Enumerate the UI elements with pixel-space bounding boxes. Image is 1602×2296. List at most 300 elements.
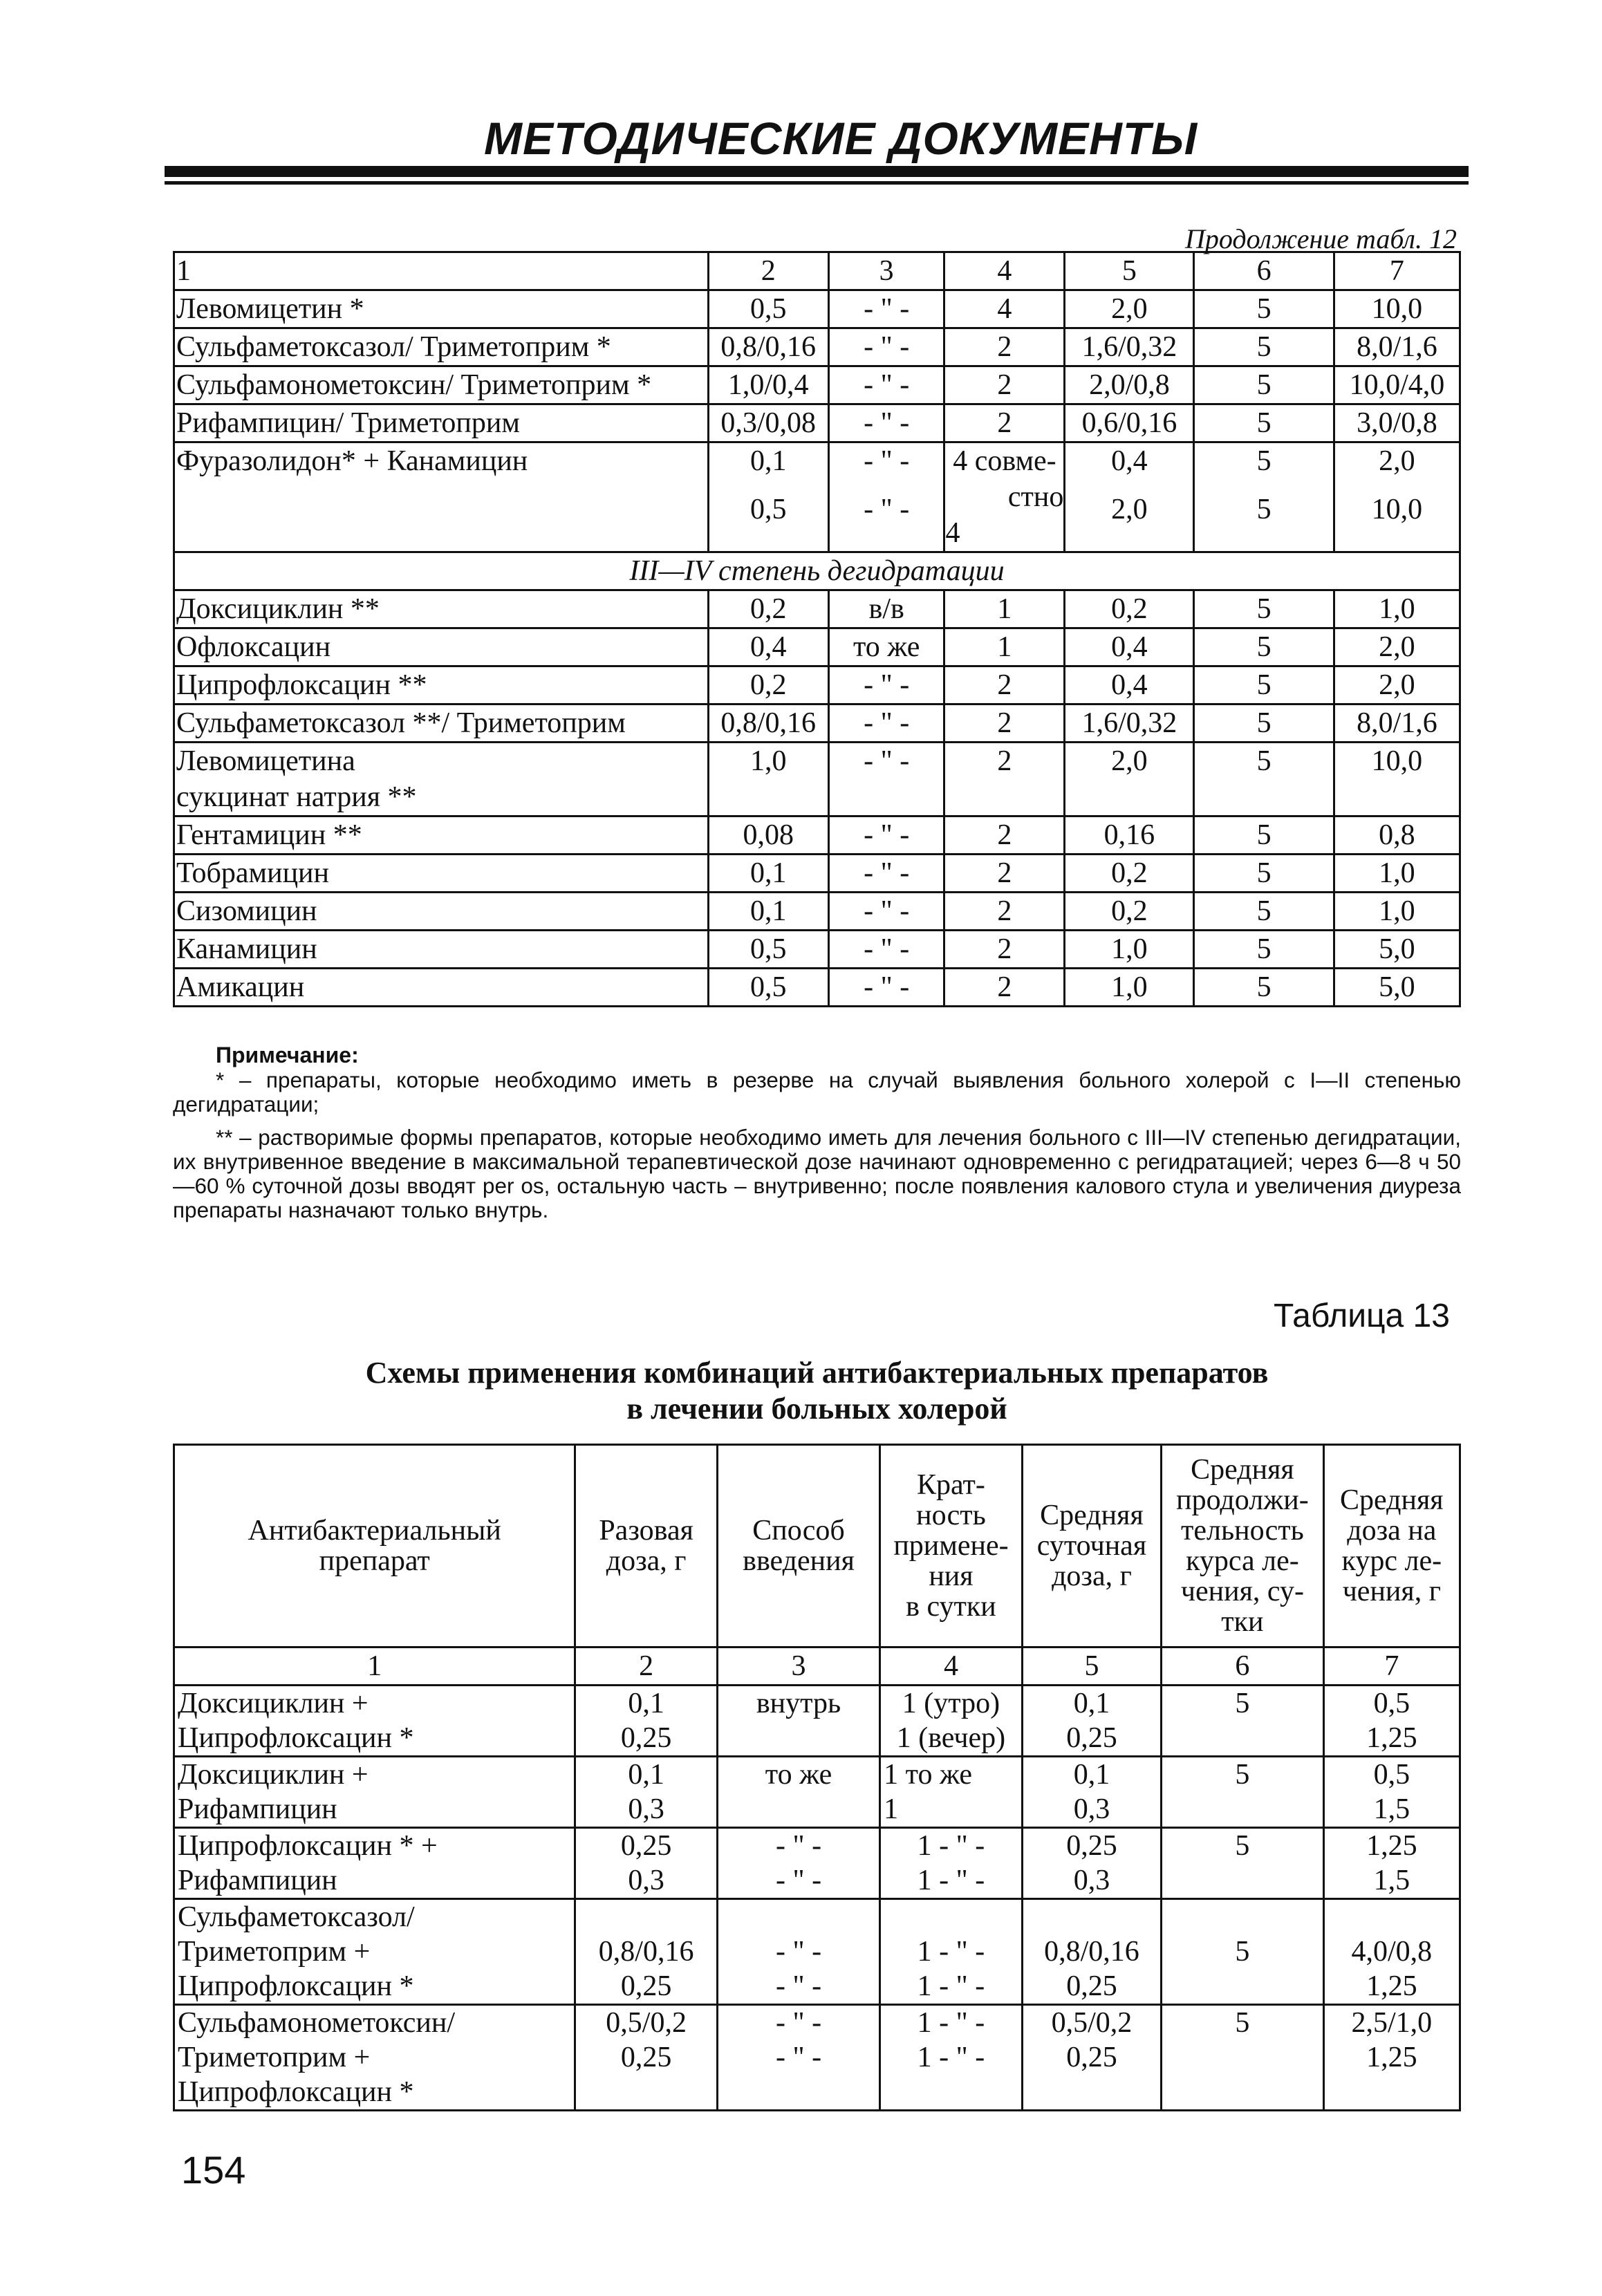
- cell-line: 0,3: [1073, 1865, 1110, 1896]
- table-cell: [944, 442, 1065, 552]
- table-cell: 5: [1194, 816, 1334, 855]
- column-header: [1162, 1445, 1323, 1648]
- table-cell: [1162, 1757, 1323, 1828]
- header-line: доза, г: [1052, 1560, 1132, 1592]
- cell-line: 1 - " -: [917, 2007, 985, 2039]
- cell-line: - " -: [775, 1830, 822, 1862]
- cell-line: 0,1: [628, 1759, 664, 1791]
- cell-line: 5: [1235, 1688, 1250, 1719]
- cell-line: 2,0: [1111, 494, 1148, 525]
- cell-line: 0,8/0,16: [598, 1936, 694, 1968]
- table-cell: - " -: [828, 666, 944, 704]
- table-cell: 0,1: [708, 893, 828, 931]
- header-line: Средняя: [1040, 1500, 1144, 1531]
- cell-line: 1 (вечер): [896, 1722, 1006, 1754]
- table-cell: [1323, 1899, 1460, 2005]
- table-cell: 5: [1194, 666, 1334, 704]
- table-cell: 0,2: [708, 666, 828, 704]
- cell-line: 5: [1235, 2007, 1250, 2039]
- table-row: [174, 816, 1460, 855]
- table13-number: Таблица 13: [1274, 1298, 1450, 1334]
- cell-line: 5: [1235, 1830, 1250, 1862]
- running-header: МЕТОДИЧЕСКИЕ ДОКУМЕНТЫ: [484, 113, 1198, 164]
- table-cell: 5,0: [1334, 969, 1460, 1007]
- table-cell: [880, 1757, 1023, 1828]
- cell-line: 4 совме-: [953, 445, 1056, 477]
- table-cell: [828, 442, 944, 552]
- cell-line: 1,25: [1366, 2042, 1417, 2073]
- table-cell: - " -: [828, 931, 944, 969]
- cell-line: Фуразолидон* + Канамицин: [176, 445, 528, 477]
- table-cell: 8,0/1,6: [1334, 704, 1460, 743]
- cell-line: 5: [1235, 1936, 1250, 1968]
- cell-line: [1325, 1900, 1459, 1934]
- table-cell: Сульфамонометоксин/ Триметоприм *: [174, 366, 709, 404]
- header-line: Антибактериальный: [248, 1515, 501, 1547]
- cell-line: 0,25: [620, 1830, 672, 1862]
- table-row: [174, 1686, 1460, 1757]
- cell-line: Левомицетина: [176, 745, 355, 777]
- cell-line: Рифампицин: [178, 1865, 337, 1896]
- table12-column-numbers: [174, 252, 1460, 290]
- cell-line: 1: [884, 1793, 899, 1825]
- cell-line: 0,25: [620, 2042, 672, 2073]
- header-line: ность: [916, 1500, 986, 1531]
- table-cell: [717, 1828, 879, 1899]
- cell-line: сукцинат натрия **: [176, 781, 417, 813]
- cell-line: Доксициклин +: [178, 1759, 369, 1791]
- table-cell: [880, 1899, 1023, 2005]
- cell-line: 10,0: [1371, 745, 1423, 777]
- cell-line: - " -: [775, 1936, 822, 1968]
- cell-line: 1 - " -: [917, 1865, 985, 1896]
- table-cell: 0,2: [1065, 893, 1194, 931]
- table-row: [174, 366, 1460, 404]
- cell-line: 0,4: [1111, 445, 1148, 477]
- table-cell: - " -: [828, 855, 944, 893]
- cell-line: 1,25: [1366, 1970, 1417, 2002]
- cell-line: 1 - " -: [917, 1830, 985, 1862]
- table-cell: [1323, 1757, 1460, 1828]
- table-row: [174, 2005, 1460, 2111]
- table-cell: [1334, 743, 1460, 816]
- cell-line: Рифампицин: [178, 1793, 337, 1825]
- table-row: [174, 931, 1460, 969]
- table-row: [174, 969, 1460, 1007]
- header-line: курс ле-: [1341, 1545, 1442, 1577]
- header-line: примене-: [893, 1530, 1009, 1562]
- column-header: [575, 1445, 718, 1648]
- table-cell: [1022, 1686, 1161, 1757]
- table-cell: Канамицин: [174, 931, 709, 969]
- header-line: Разовая: [599, 1515, 693, 1547]
- cell-line: - " -: [864, 745, 910, 777]
- cell-line: [1162, 1900, 1322, 1934]
- table-cell: 0,2: [1065, 590, 1194, 628]
- header-line: Средняя: [1340, 1484, 1444, 1516]
- cell-line: 1 (утро): [902, 1688, 1000, 1719]
- table-cell: [1323, 1828, 1460, 1899]
- table-cell: 2: [708, 252, 828, 290]
- table12-section-row: [174, 552, 1460, 590]
- table-cell: 1: [944, 628, 1065, 666]
- cell-line: Триметоприм +: [178, 2042, 371, 2073]
- table-cell: Доксициклин **: [174, 590, 709, 628]
- cell-line: 0,3: [628, 1793, 664, 1825]
- table-cell: 2: [944, 816, 1065, 855]
- table-cell: 5: [1194, 328, 1334, 366]
- header-line: Крат-: [916, 1469, 985, 1501]
- table-cell: 0,5: [708, 290, 828, 328]
- cell-line: Триметоприм +: [178, 1936, 371, 1968]
- cell-line: 5: [1256, 494, 1272, 525]
- table-cell: [575, 1757, 718, 1828]
- header-line: доза, г: [606, 1545, 687, 1577]
- column-number: 2: [575, 1648, 718, 1686]
- cell-line: 1,0: [749, 745, 787, 777]
- table-cell: 3: [828, 252, 944, 290]
- table-cell: [174, 1828, 575, 1899]
- cell-line: 5: [1235, 1759, 1250, 1791]
- cell-line: 0,25: [1066, 1830, 1117, 1862]
- header-rule-thin: [165, 181, 1469, 185]
- table-cell: [1162, 2005, 1323, 2111]
- header-line: чения, г: [1342, 1576, 1441, 1607]
- cell-line: 1,25: [1366, 1830, 1417, 1862]
- table-cell: 0,5: [708, 969, 828, 1007]
- cell-line: 0,3: [1073, 1793, 1110, 1825]
- cell-line: стно: [1007, 481, 1064, 513]
- cell-line: 1 то же: [884, 1759, 973, 1791]
- table-cell: 0,2: [1065, 855, 1194, 893]
- header-line: тельность: [1181, 1515, 1304, 1547]
- table-cell: [1334, 442, 1460, 552]
- cell-line: 2,0: [1111, 745, 1148, 777]
- table-cell: - " -: [828, 404, 944, 442]
- table-row: [174, 1899, 1460, 2005]
- column-number: 1: [174, 1648, 575, 1686]
- table-cell: 5,0: [1334, 931, 1460, 969]
- table-cell: 3,0/0,8: [1334, 404, 1460, 442]
- table-cell: [880, 2005, 1023, 2111]
- cell-line: 2,0: [1379, 445, 1415, 477]
- table-row: [174, 704, 1460, 743]
- table-row: [174, 404, 1460, 442]
- table-cell: 2,0: [1334, 628, 1460, 666]
- column-number: 4: [880, 1648, 1023, 1686]
- table-cell: [1022, 2005, 1161, 2111]
- table-cell: 1: [174, 252, 709, 290]
- table-cell: Рифампицин/ Триметоприм: [174, 404, 709, 442]
- table-cell: - " -: [828, 893, 944, 931]
- column-number: 3: [717, 1648, 879, 1686]
- cell-line: 0,5/0,2: [606, 2007, 687, 2039]
- cell-line: внутрь: [756, 1688, 841, 1719]
- cell-line: Доксициклин +: [178, 1688, 369, 1719]
- table-cell: - " -: [828, 290, 944, 328]
- table-cell: 0,1: [708, 855, 828, 893]
- table-cell: Сульфаметоксазол **/ Триметоприм: [174, 704, 709, 743]
- cell-line: 1 - " -: [917, 1970, 985, 2002]
- table13-caption: [173, 1355, 1461, 1427]
- header-line: введения: [743, 1545, 855, 1577]
- table-row: [174, 893, 1460, 931]
- table-cell: [174, 442, 709, 552]
- table-cell: 0,8: [1334, 816, 1460, 855]
- table-cell: [717, 1899, 879, 2005]
- column-header: [174, 1445, 575, 1648]
- cell-line: 0,25: [620, 1970, 672, 2002]
- table-cell: [828, 743, 944, 816]
- table-row: [174, 290, 1460, 328]
- table13: [173, 1444, 1461, 2111]
- column-header: [717, 1445, 879, 1648]
- table-cell: [1022, 1899, 1161, 2005]
- table-cell: 1,0: [1065, 969, 1194, 1007]
- table-cell: - " -: [828, 704, 944, 743]
- table-cell: 6: [1194, 252, 1334, 290]
- table-cell: 7: [1334, 252, 1460, 290]
- table-cell: [708, 442, 828, 552]
- table-cell: 5: [1194, 931, 1334, 969]
- table-cell: 2: [944, 969, 1065, 1007]
- table-cell: [1065, 442, 1194, 552]
- table-cell: 1: [944, 590, 1065, 628]
- table-cell: Сизомицин: [174, 893, 709, 931]
- table12: [173, 251, 1461, 1007]
- table-cell: 5: [1194, 290, 1334, 328]
- table-cell: 5: [1194, 404, 1334, 442]
- section-heading: III—IV степень дегидратации: [174, 552, 1460, 590]
- table-cell: 2: [944, 666, 1065, 704]
- header-line: суточная: [1036, 1530, 1147, 1562]
- table-cell: [880, 1828, 1023, 1899]
- table-cell: - " -: [828, 328, 944, 366]
- table-cell: 0,6/0,16: [1065, 404, 1194, 442]
- header-line: препарат: [319, 1545, 430, 1577]
- cell-line: 4,0/0,8: [1351, 1936, 1433, 1968]
- note-double-star: ** – растворимые формы препаратов, которые необходимо иметь для лечения больного с III—IV степенью дегидратации, их внутривенное введение в максимальной терапевтической дозе начинают одновременно с регидратацией; через 6—8 ч 50—60 % суточной дозы вводят per os, остальную часть – внутривенно; после появления калового стула и увеличения диуреза препараты назначают только внутрь.: [173, 1125, 1461, 1222]
- cell-line: то же: [765, 1759, 832, 1791]
- cell-line: 2: [997, 745, 1012, 777]
- table-cell: [1022, 1828, 1161, 1899]
- table-cell: Гентамицин **: [174, 816, 709, 855]
- table-cell: [174, 1899, 575, 2005]
- table-cell: [575, 1686, 718, 1757]
- cell-line: Ципрофлоксацин *: [178, 1970, 414, 2002]
- table-row: [174, 855, 1460, 893]
- table-row: [174, 1757, 1460, 1828]
- header-line: чения, су-: [1180, 1576, 1304, 1607]
- cell-line: 0,5: [1373, 1759, 1410, 1791]
- cell-line: Ципрофлоксацин * +: [178, 1830, 438, 1862]
- table-cell: Левомицетин *: [174, 290, 709, 328]
- table-cell: 5: [1194, 366, 1334, 404]
- table-cell: 10,0/4,0: [1334, 366, 1460, 404]
- cell-line: 2,5/1,0: [1351, 2007, 1433, 2039]
- cell-line: 1 - " -: [917, 2042, 985, 2073]
- cell-line: - " -: [864, 494, 910, 525]
- table-cell: [880, 1686, 1023, 1757]
- table-cell: 1,0/0,4: [708, 366, 828, 404]
- table-cell: 0,08: [708, 816, 828, 855]
- table-cell: 5: [1194, 893, 1334, 931]
- table-cell: [717, 2005, 879, 2111]
- table-cell: 1,0: [1065, 931, 1194, 969]
- cell-line: 0,1: [749, 445, 787, 477]
- table-cell: Сульфаметоксазол/ Триметоприм *: [174, 328, 709, 366]
- column-number: 5: [1022, 1648, 1161, 1686]
- cell-line: 5: [1256, 445, 1272, 477]
- table-cell: [575, 1899, 718, 2005]
- table-cell: 2: [944, 855, 1065, 893]
- cell-line: 0,5: [1373, 1688, 1410, 1719]
- table-cell: Амикацин: [174, 969, 709, 1007]
- table-cell: 2: [944, 931, 1065, 969]
- table13-header-row: [174, 1445, 1460, 1648]
- cell-line: 0,25: [1066, 1722, 1117, 1754]
- note-heading: Примечание:: [216, 1043, 359, 1067]
- table-cell: 5: [1194, 969, 1334, 1007]
- table-cell: [1065, 743, 1194, 816]
- table12-continuation: Продолжение табл. 12: [1184, 223, 1457, 254]
- table-cell: [1022, 1757, 1161, 1828]
- cell-line: 4: [945, 517, 960, 549]
- table-cell: то же: [828, 628, 944, 666]
- table-cell: [575, 2005, 718, 2111]
- table-cell: [1162, 1899, 1323, 2005]
- table13-caption-line: в лечении больных холерой: [626, 1392, 1007, 1426]
- table-cell: [944, 743, 1065, 816]
- table-row: [174, 590, 1460, 628]
- cell-line: 0,1: [628, 1688, 664, 1719]
- table-cell: 0,3/0,08: [708, 404, 828, 442]
- note-single-star: * – препараты, которые необходимо иметь в резерве на случай выявления больного холерой с I—II степенью дегидратации;: [173, 1067, 1461, 1117]
- table-row: [174, 666, 1460, 704]
- cell-line: 1,25: [1366, 1722, 1417, 1754]
- header-line: в сутки: [906, 1591, 996, 1623]
- table-cell: Офлоксацин: [174, 628, 709, 666]
- page-number: 154: [181, 2148, 246, 2192]
- table-cell: [1194, 442, 1334, 552]
- cell-line: - " -: [775, 2007, 822, 2039]
- header-line: курса ле-: [1186, 1545, 1299, 1577]
- table-cell: 0,16: [1065, 816, 1194, 855]
- table-row: [174, 442, 1460, 552]
- table-cell: [1323, 2005, 1460, 2111]
- table-row: [174, 743, 1460, 816]
- table-cell: 1,0: [1334, 893, 1460, 931]
- cell-line: Ципрофлоксацин *: [178, 1722, 414, 1754]
- table-row: [174, 1828, 1460, 1899]
- cell-line: 1,5: [1373, 1865, 1410, 1896]
- table-cell: 4: [944, 290, 1065, 328]
- table-cell: 1,6/0,32: [1065, 328, 1194, 366]
- header-line: доза на: [1347, 1515, 1437, 1547]
- table-cell: 2: [944, 404, 1065, 442]
- table-cell: [708, 743, 828, 816]
- cell-line: 0,8/0,16: [1044, 1936, 1139, 1968]
- cell-line: Сульфамонометоксин/: [178, 2007, 455, 2039]
- cell-line: [718, 1900, 879, 1934]
- cell-line: 5: [1256, 745, 1272, 777]
- table-cell: 10,0: [1334, 290, 1460, 328]
- cell-line: - " -: [775, 1865, 822, 1896]
- table-cell: 0,4: [1065, 628, 1194, 666]
- cell-line: 0,5/0,2: [1051, 2007, 1133, 2039]
- table13-column-numbers: [174, 1648, 1460, 1686]
- header-line: продолжи-: [1176, 1484, 1309, 1516]
- table-cell: 5: [1194, 590, 1334, 628]
- cell-line: 0,1: [1073, 1759, 1110, 1791]
- table-cell: [717, 1757, 879, 1828]
- cell-line: 0,25: [1066, 2042, 1117, 2073]
- table-cell: 5: [1194, 704, 1334, 743]
- table-cell: 0,8/0,16: [708, 704, 828, 743]
- cell-line: 1 - " -: [917, 1936, 985, 1968]
- header-line: Способ: [752, 1515, 845, 1547]
- table-cell: - " -: [828, 816, 944, 855]
- cell-line: [576, 1900, 716, 1934]
- header-line: тки: [1221, 1606, 1264, 1638]
- table-cell: 2,0: [1065, 290, 1194, 328]
- table-cell: 2,0: [1334, 666, 1460, 704]
- header-rule-thick: [165, 166, 1469, 177]
- column-number: 6: [1162, 1648, 1323, 1686]
- table-cell: 5: [1065, 252, 1194, 290]
- cell-line: 10,0: [1371, 494, 1423, 525]
- table-cell: 0,2: [708, 590, 828, 628]
- table-cell: 4: [944, 252, 1065, 290]
- table-cell: в/в: [828, 590, 944, 628]
- table-cell: 0,5: [708, 931, 828, 969]
- cell-line: - " -: [775, 2042, 822, 2073]
- table13-caption-line: Схемы применения комбинаций антибактериальных препаратов: [365, 1356, 1269, 1390]
- cell-line: [1023, 1900, 1160, 1934]
- table-row: [174, 328, 1460, 366]
- table-cell: 2,0/0,8: [1065, 366, 1194, 404]
- cell-line: [881, 1900, 1021, 1934]
- table-cell: [1323, 1686, 1460, 1757]
- cell-line: 0,25: [1066, 1970, 1117, 2002]
- table-row: [174, 628, 1460, 666]
- cell-line: 1,5: [1373, 1793, 1410, 1825]
- table-cell: [575, 1828, 718, 1899]
- table-cell: [174, 743, 709, 816]
- column-header: [1323, 1445, 1460, 1648]
- table-cell: 1,6/0,32: [1065, 704, 1194, 743]
- table-cell: 0,8/0,16: [708, 328, 828, 366]
- table-cell: 2: [944, 893, 1065, 931]
- table-cell: 0,4: [708, 628, 828, 666]
- table-cell: [1162, 1686, 1323, 1757]
- column-header: [880, 1445, 1023, 1648]
- table-cell: 5: [1194, 628, 1334, 666]
- table-cell: 8,0/1,6: [1334, 328, 1460, 366]
- cell-line: 0,3: [628, 1865, 664, 1896]
- table-cell: [717, 1686, 879, 1757]
- cell-line: Сульфаметоксазол/: [178, 1901, 415, 1933]
- header-line: ния: [929, 1560, 974, 1592]
- table-cell: Тобрамицин: [174, 855, 709, 893]
- table-cell: 2: [944, 328, 1065, 366]
- table-cell: - " -: [828, 969, 944, 1007]
- table-cell: 0,4: [1065, 666, 1194, 704]
- cell-line: 0,5: [749, 494, 787, 525]
- table-cell: 2: [944, 366, 1065, 404]
- cell-line: - " -: [775, 1970, 822, 2002]
- table-cell: 1,0: [1334, 855, 1460, 893]
